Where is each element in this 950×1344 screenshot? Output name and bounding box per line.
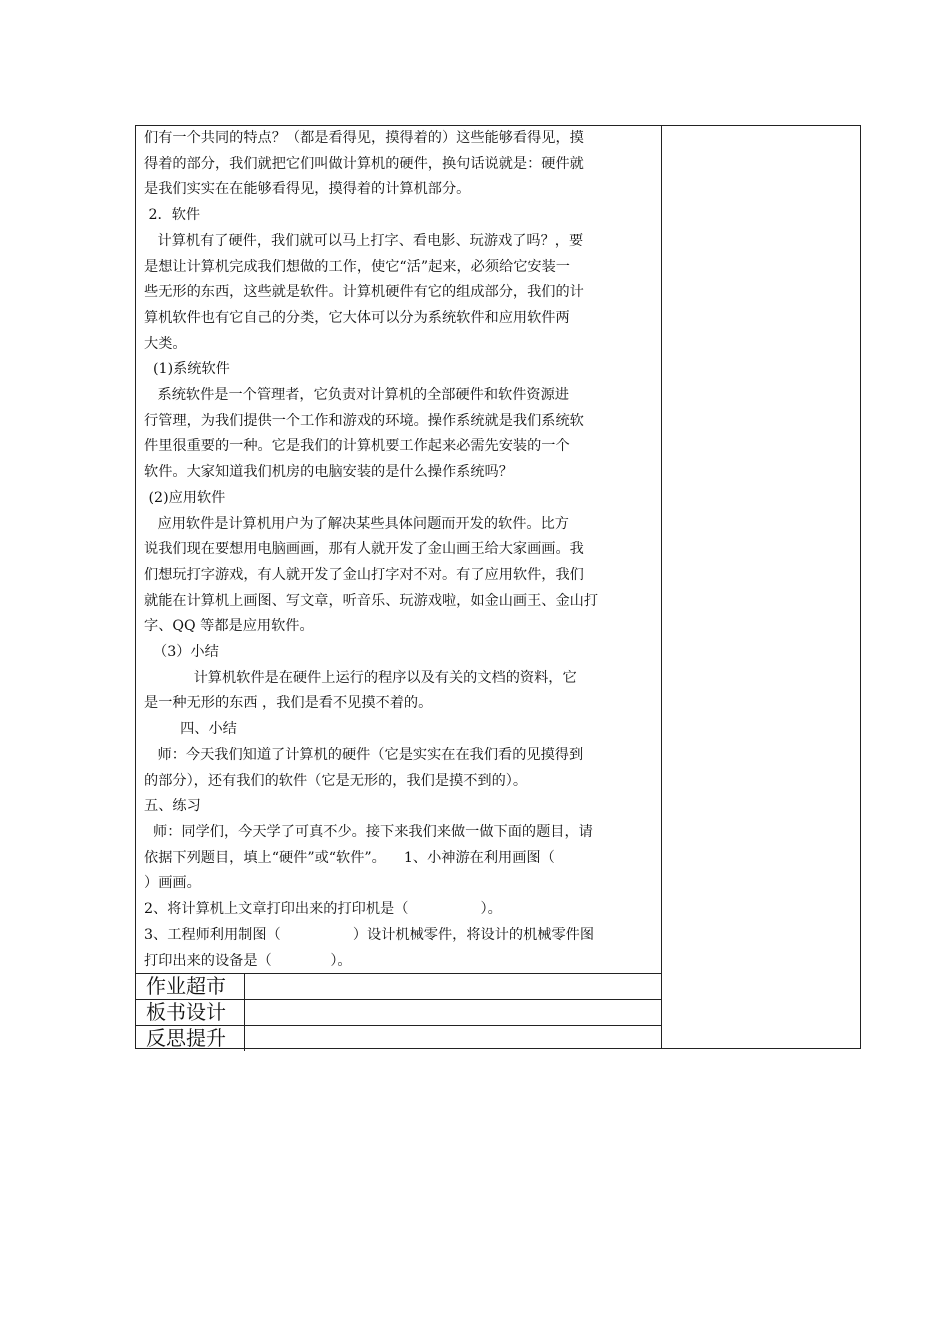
row-homework (136, 973, 662, 999)
lesson-table (135, 125, 861, 1049)
paragraph: 就能在计算机上画图、写文章，听音乐、玩游戏啦，如金山画王、金山打 (144, 592, 599, 609)
section-heading: （3）小结 (144, 644, 219, 661)
paragraph: 行管理，为我们提供一个工作和游戏的环境。操作系统就是我们系统软 (144, 412, 584, 429)
paragraph: 师：今天我们知道了计算机的硬件（它是实实在在我们看的见摸得到 (144, 746, 584, 763)
paragraph: 依据下列题目，填上“硬件”或“软件”。 1、小神游在利用画图（ (144, 849, 555, 866)
paragraph: 2、将计算机上文章打印出来的打印机是（ ）。 (144, 901, 502, 918)
row-board-design (136, 999, 662, 1025)
paragraph: 软件。大家知道我们机房的电脑安装的是什么操作系统吗？ (144, 464, 513, 481)
paragraph: 字、QQ 等都是应用软件。 (144, 618, 314, 635)
cell-divider (244, 974, 245, 999)
paragraph: 是想让计算机完成我们想做的工作，使它“活”起来，必须给它安装一 (144, 258, 570, 275)
section-heading: (1)系统软件 (144, 361, 230, 378)
paragraph: 大类。 (144, 335, 187, 352)
cell-divider (244, 1000, 245, 1025)
cell-divider (244, 1026, 245, 1051)
paragraph: 算机软件也有它自己的分类，它大体可以分为系统软件和应用软件两 (144, 309, 570, 326)
paragraph: 系统软件是一个管理者，它负责对计算机的全部硬件和软件资源进 (144, 387, 569, 404)
section-heading: 四、小结 (144, 721, 237, 738)
paragraph: 们有一个共同的特点？（都是看得见，摸得着的）这些能够看得见，摸 (144, 130, 584, 146)
column-divider (661, 126, 662, 1048)
paragraph: 件里很重要的一种。它是我们的计算机要工作起来必需先安装的一个 (144, 438, 570, 455)
paragraph: 说我们现在要想用电脑画画，那有人就开发了金山画王给大家画画。我 (144, 541, 584, 558)
paragraph: 是我们实实在在能够看得见，摸得着的计算机部分。 (144, 181, 471, 198)
paragraph: 计算机软件是在硬件上运行的程序以及有关的文档的资料，它 (144, 669, 577, 686)
bottom-rows (136, 973, 662, 1051)
row-reflection (136, 1025, 662, 1051)
paragraph: 3、工程师利用制图（ ）设计机械零件，将设计的机械零件图 (144, 926, 595, 943)
section-heading: 五、练习 (144, 798, 201, 815)
section-heading: (2)应用软件 (144, 489, 226, 506)
row-label: 作业超市 (146, 974, 226, 998)
row-label: 板书设计 (146, 1000, 226, 1024)
paragraph: 师：同学们，今天学了可真不少。接下来我们来做一做下面的题目，请 (144, 823, 593, 840)
paragraph: 是一种无形的东西 ，我们是看不见摸不着的。 (144, 695, 433, 712)
paragraph: 的部分），还有我们的软件（它是无形的，我们是摸不到的）。 (144, 772, 528, 789)
row-label: 反思提升 (146, 1026, 226, 1050)
paragraph: ）画画。 (144, 875, 201, 892)
section-heading: 2．软件 (144, 207, 201, 224)
paragraph: 得着的部分，我们就把它们叫做计算机的硬件，换句话说就是：硬件就 (144, 155, 584, 172)
paragraph: 应用软件是计算机用户为了解决某些具体问题而开发的软件。比方 (144, 515, 569, 532)
paragraph: 计算机有了硬件，我们就可以马上打字、看电影、玩游戏了吗？，要 (144, 232, 584, 249)
lesson-content (144, 126, 656, 974)
paragraph: 们想玩打字游戏，有人就开发了金山打字对不对。有了应用软件，我们 (144, 566, 584, 583)
paragraph: 打印出来的设备是（ ）。 (144, 952, 352, 969)
paragraph: 些无形的东西，这些就是软件。计算机硬件有它的组成部分，我们的计 (144, 284, 584, 301)
